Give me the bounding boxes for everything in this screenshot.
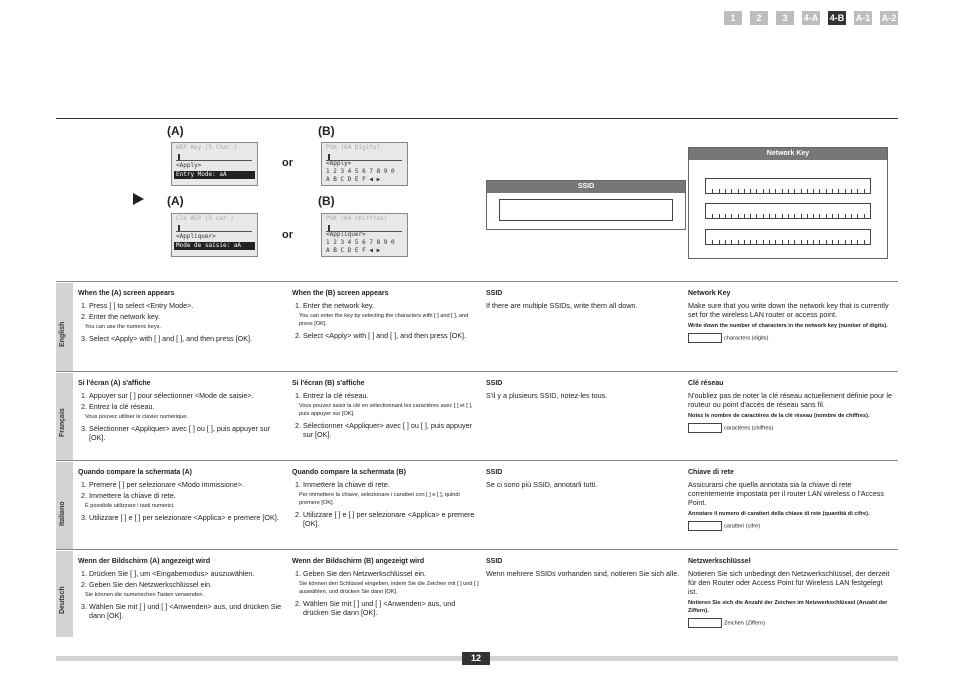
screen-b-instructions — [292, 289, 480, 342]
screen-b-instructions — [292, 468, 480, 530]
key-field-tick — [826, 189, 827, 193]
key-text: N'oubliez pas de noter la clé réseau actuellement définie pour le routeur ou point d'accès de réseau sans fil. — [688, 391, 892, 409]
step-a3: 3. Sélectionner <Appliquer> avec [ ] ou [ ], puis appuyer sur [OK]. — [89, 424, 283, 442]
lcd-screen-en-b — [321, 142, 408, 186]
step-a2: 2. Enter the network key. — [89, 312, 283, 321]
ssid-title: SSID — [486, 380, 503, 387]
step-a2: 2. Entrez la clé réseau. — [89, 402, 283, 411]
key-field-tick — [794, 240, 795, 244]
ssid-title: SSID — [486, 290, 503, 297]
step-b2: 2. Utilizzare [ ] e [ ] per selezionare <Applica> e premere [OK]. — [303, 510, 480, 528]
lcd-cursor — [178, 154, 180, 160]
key-field-tick — [782, 189, 783, 193]
key-field-tick — [857, 214, 858, 218]
key-field-tick — [775, 240, 776, 244]
key-field-tick — [744, 240, 745, 244]
step-a1: 1. Premere [ ] per selezionare <Modo immissione>. — [89, 480, 283, 489]
lcd-apply: <Apply> — [326, 160, 352, 167]
ssid-text: Wenn mehrere SSIDs vorhanden sind, notieren Sie sich alle. — [486, 569, 680, 578]
lcd-title: Clé WEP (5 car.) — [176, 215, 234, 222]
screen-b-title: Wenn der Bildschirm (B) angezeigt wird — [292, 558, 425, 565]
lcd-entry-mode: Mode de saisie: aA — [174, 242, 255, 250]
language-tab — [56, 462, 73, 549]
key-field-tick — [813, 214, 814, 218]
note-b: Sie können den Schlüssel eingeben, indem Sie die Zeichen mit [ ] und [ ] auswählen, und drücken Sie dann [OK]. — [299, 581, 479, 595]
lcd-entry-mode: Entry Mode: aA — [174, 171, 255, 179]
screen-b-instructions — [292, 379, 480, 441]
language-tab — [56, 373, 73, 460]
ssid-text: Se ci sono più SSID, annotarli tutti. — [486, 480, 598, 489]
ssid-instructions — [486, 557, 681, 581]
key-field-tick — [775, 189, 776, 193]
row-separator — [56, 549, 898, 550]
note-b: Vous pouvez saisir la clé en sélectionnant les caractères avec [ ] et [ ], puis appuyer sur [OK]. — [299, 403, 473, 417]
screen-b-title: When the (B) screen appears — [292, 290, 389, 297]
key-field-tick — [826, 214, 827, 218]
key-field-tick — [769, 240, 770, 244]
key-field-tick — [725, 214, 726, 218]
key-field-tick — [712, 214, 713, 218]
key-field-tick — [782, 240, 783, 244]
key-field-tick — [788, 214, 789, 218]
step-b1: 1. Immettere la chiave di rete. — [303, 480, 480, 489]
key-field-tick — [864, 240, 865, 244]
nav-tab-2[interactable]: 2 — [750, 11, 768, 25]
lcd-letters: A B C D E F ◀ ▶ — [326, 176, 381, 183]
lcd-title: WEP Key (5 Char.) — [176, 144, 238, 151]
step-a3: 3. Utilizzare [ ] e [ ] per selezionare <Applica> e premere [OK]. — [89, 513, 283, 522]
key-count-field — [688, 521, 722, 531]
key-field-tick — [845, 189, 846, 193]
step-b1: 1. Enter the network key. — [303, 301, 480, 310]
screen-b-title: Quando compare la schermata (B) — [292, 469, 406, 476]
ssid-instructions — [486, 289, 681, 313]
screen-a-instructions — [78, 379, 283, 444]
note-a: È possibile utilizzare i tasti numerici. — [85, 503, 175, 509]
key-count-field — [688, 618, 722, 628]
nav-tab-a2[interactable]: A-2 — [881, 13, 897, 23]
key-field-tick — [832, 189, 833, 193]
key-field-tick — [819, 189, 820, 193]
key-field-tick — [851, 240, 852, 244]
key-field-tick — [775, 214, 776, 218]
key-field-tick — [719, 240, 720, 244]
network-key-header: Network Key — [689, 148, 887, 160]
label-b-bottom: (B) — [318, 194, 335, 208]
note-a: Vous pouvez utiliser le clavier numérique. — [85, 414, 188, 420]
key-count-note: Notieren Sie sich die Anzahl der Zeichen im Netzwerkschlüssel (Anzahl der Ziffern). — [688, 600, 888, 614]
key-field-tick — [832, 214, 833, 218]
key-field-tick — [750, 214, 751, 218]
row-separator — [56, 460, 898, 461]
key-field-tick — [801, 214, 802, 218]
key-field-tick — [763, 214, 764, 218]
key-instructions — [688, 289, 893, 346]
lcd-apply: <Apply> — [176, 162, 202, 169]
lcd-cursor — [178, 225, 180, 231]
lcd-apply: <Appliquer> — [176, 233, 216, 240]
step-a2: 2. Immettere la chiave di rete. — [89, 491, 283, 500]
key-title: Netzwerkschlüssel — [688, 558, 751, 565]
key-field-tick — [864, 214, 865, 218]
key-field-tick — [857, 240, 858, 244]
lcd-screen-en-a — [171, 142, 258, 186]
key-field-tick — [845, 240, 846, 244]
lcd-title: PSK (64 chiffres) — [326, 215, 388, 222]
ssid-instructions — [486, 468, 681, 492]
key-field-tick — [763, 189, 764, 193]
lcd-title: PSK (64 Digits) — [326, 144, 381, 151]
key-field-tick — [788, 189, 789, 193]
note-a: Sie können die numerischen Tasten verwenden. — [85, 592, 204, 598]
screen-a-title: Si l'écran (A) s'affiche — [78, 380, 151, 387]
nav-tab-4a[interactable]: 4-A — [803, 13, 819, 23]
ssid-text: If there are multiple SSIDs, write them all down. — [486, 301, 638, 310]
nav-tab-1[interactable]: 1 — [724, 11, 742, 25]
note-a: You can use the numeric keys. — [85, 324, 161, 330]
key-field-tick — [851, 189, 852, 193]
key-field-tick — [819, 240, 820, 244]
screen-b-instructions — [292, 557, 480, 619]
step-a3: 3. Select <Apply> with [ ] and [ ], and then press [OK]. — [89, 334, 283, 343]
key-field-tick — [782, 214, 783, 218]
key-field-tick — [769, 189, 770, 193]
key-field-tick — [813, 240, 814, 244]
step-b2: 2. Wählen Sie mit [ ] und [ ] <Anwenden> aus, und drücken Sie dann [OK]. — [303, 599, 480, 617]
key-instructions — [688, 557, 893, 631]
ssid-panel — [486, 180, 686, 230]
key-field-tick — [813, 189, 814, 193]
row-separator — [56, 281, 898, 282]
key-field-tick — [744, 214, 745, 218]
key-count-unit: caractères (chiffres) — [724, 425, 774, 432]
key-title: Clé réseau — [688, 380, 724, 387]
key-field-tick — [738, 240, 739, 244]
screen-a-instructions — [78, 468, 283, 524]
language-tab — [56, 551, 73, 637]
lcd-screen-fr-a — [171, 213, 258, 257]
screen-a-instructions — [78, 557, 283, 622]
key-field-tick — [756, 240, 757, 244]
key-field-tick — [838, 189, 839, 193]
key-count-field — [688, 423, 722, 433]
lcd-screen-fr-b — [321, 213, 408, 257]
note-b: You can enter the key by selecting the characters with [ ] and [ ], and press [OK]. — [299, 313, 469, 327]
key-field-tick — [845, 214, 846, 218]
key-field-tick — [819, 214, 820, 218]
key-field-tick — [851, 214, 852, 218]
key-field-tick — [838, 214, 839, 218]
lcd-digits: 1 2 3 4 5 6 7 8 9 0 — [326, 168, 395, 175]
ssid-title: SSID — [486, 558, 503, 565]
key-field-tick — [738, 189, 739, 193]
key-text: Make sure that you write down the network key that is currently set for the wireless LAN router or access point. — [688, 301, 889, 319]
screen-a-title: Quando compare la schermata (A) — [78, 469, 192, 476]
language-row-0 — [56, 283, 898, 371]
step-a1: 1. Appuyer sur [ ] pour sélectionner <Mode de saisie>. — [89, 391, 283, 400]
key-field-tick — [725, 189, 726, 193]
top-rule — [56, 118, 898, 119]
key-field-tick — [769, 214, 770, 218]
nav-tab-3[interactable]: 3 — [776, 11, 794, 25]
lcd-input-bar — [176, 225, 252, 232]
nav-tab-a1[interactable]: A-1 — [855, 13, 871, 23]
note-b: Per immettere la chiave, selezionare i caratteri con [ ] e [ ], quindi premere [OK]. — [299, 492, 460, 506]
key-field-tick — [864, 189, 865, 193]
key-count-field — [688, 333, 722, 343]
nav-tab-4b[interactable]: 4-B — [829, 13, 845, 23]
ssid-instructions — [486, 379, 681, 403]
key-count-note: Notez le nombre de caractères de la clé réseau (nombre de chiffres). — [688, 413, 870, 419]
step-b1: 1. Geben Sie den Netzwerkschlüssel ein. — [303, 569, 480, 578]
key-field-tick — [712, 240, 713, 244]
key-field-1 — [705, 178, 871, 194]
key-title: Chiave di rete — [688, 469, 734, 476]
key-instructions — [688, 379, 893, 436]
lcd-letters: A B C D E F ◀ ▶ — [326, 247, 381, 254]
or-label-bottom: or — [282, 229, 293, 241]
key-field-tick — [763, 240, 764, 244]
label-a-top: (A) — [167, 124, 184, 138]
lcd-apply: <Appliquer> — [326, 231, 366, 238]
key-field-tick — [807, 240, 808, 244]
or-label-top: or — [282, 157, 293, 169]
language-name: Italiano — [59, 500, 66, 526]
label-a-bottom: (A) — [167, 194, 184, 208]
key-instructions — [688, 468, 893, 534]
ssid-write-field — [499, 199, 673, 221]
key-field-tick — [731, 214, 732, 218]
ssid-panel-header: SSID — [487, 181, 685, 193]
language-row-1 — [56, 373, 898, 460]
key-field-tick — [712, 189, 713, 193]
pointer-arrow-icon — [133, 193, 144, 205]
key-field-tick — [750, 240, 751, 244]
key-field-tick — [838, 240, 839, 244]
language-row-2 — [56, 462, 898, 549]
key-field-tick — [826, 240, 827, 244]
step-b2: 2. Sélectionner <Appliquer> avec [ ] ou [ ], puis appuyer sur [OK]. — [303, 421, 480, 439]
page-number: 12 — [462, 652, 490, 665]
ssid-text: S'il y a plusieurs SSID, notez-les tous. — [486, 391, 608, 400]
key-field-tick — [788, 240, 789, 244]
key-field-3 — [705, 229, 871, 245]
key-field-tick — [801, 189, 802, 193]
language-name: Deutsch — [59, 586, 66, 614]
key-field-tick — [731, 189, 732, 193]
key-field-tick — [756, 189, 757, 193]
step-b1: 1. Entrez la clé réseau. — [303, 391, 480, 400]
language-name: English — [59, 321, 66, 347]
key-text: Notieren Sie sich unbedingt den Netzwerkschlüssel, der derzeit für den Router oder Access Point für Wireless LAN festgelegt ist. — [688, 569, 890, 596]
step-a1: 1. Drücken Sie [ ], um <Eingabemodus> auszuwählen. — [89, 569, 283, 578]
key-count-unit: caratteri (cifre) — [724, 523, 761, 530]
key-title: Network Key — [688, 290, 731, 297]
key-field-tick — [744, 189, 745, 193]
key-field-tick — [832, 240, 833, 244]
key-text: Assicurarsi che quella annotata sia la chiave di rete correntemente impostata per il router LAN wireless o l'Access Point. — [688, 480, 884, 507]
step-a2: 2. Geben Sie den Netzwerkschlüssel ein. — [89, 580, 283, 589]
lcd-digits: 1 2 3 4 5 6 7 8 9 0 — [326, 239, 395, 246]
step-a1: 1. Press [ ] to select <Entry Mode>. — [89, 301, 283, 310]
key-field-tick — [756, 214, 757, 218]
key-field-tick — [738, 214, 739, 218]
lcd-input-bar — [176, 154, 252, 161]
key-field-tick — [719, 189, 720, 193]
key-field-tick — [731, 240, 732, 244]
language-tab — [56, 283, 73, 371]
key-field-tick — [719, 214, 720, 218]
key-count-unit: characters (digits) — [724, 335, 769, 342]
key-field-tick — [750, 189, 751, 193]
key-field-tick — [807, 189, 808, 193]
screen-b-title: Si l'écran (B) s'affiche — [292, 380, 365, 387]
label-b-top: (B) — [318, 124, 335, 138]
ssid-title: SSID — [486, 469, 503, 476]
key-field-2 — [705, 203, 871, 219]
key-field-tick — [725, 240, 726, 244]
network-key-panel — [688, 147, 888, 259]
language-name: Français — [59, 407, 66, 437]
key-count-unit: Zeichen (Ziffern) — [724, 620, 765, 627]
screen-a-instructions — [78, 289, 283, 345]
screen-a-title: When the (A) screen appears — [78, 290, 175, 297]
language-row-3 — [56, 551, 898, 637]
key-field-tick — [801, 240, 802, 244]
step-a3: 3. Wählen Sie mit [ ] und [ ] <Anwenden> aus, und drücken Sie dann [OK]. — [89, 602, 283, 620]
key-count-note: Annotare il numero di caratteri della chiave di rete (quantità di cifre). — [688, 511, 870, 517]
key-field-tick — [807, 214, 808, 218]
key-count-note: Write down the number of characters in the network key (number of digits). — [688, 323, 888, 329]
step-b2: 2. Select <Apply> with [ ] and [ ], and then press [OK]. — [303, 331, 480, 340]
key-field-tick — [794, 214, 795, 218]
row-separator — [56, 371, 898, 372]
key-field-tick — [794, 189, 795, 193]
screen-a-title: Wenn der Bildschirm (A) angezeigt wird — [78, 558, 211, 565]
key-field-tick — [857, 189, 858, 193]
